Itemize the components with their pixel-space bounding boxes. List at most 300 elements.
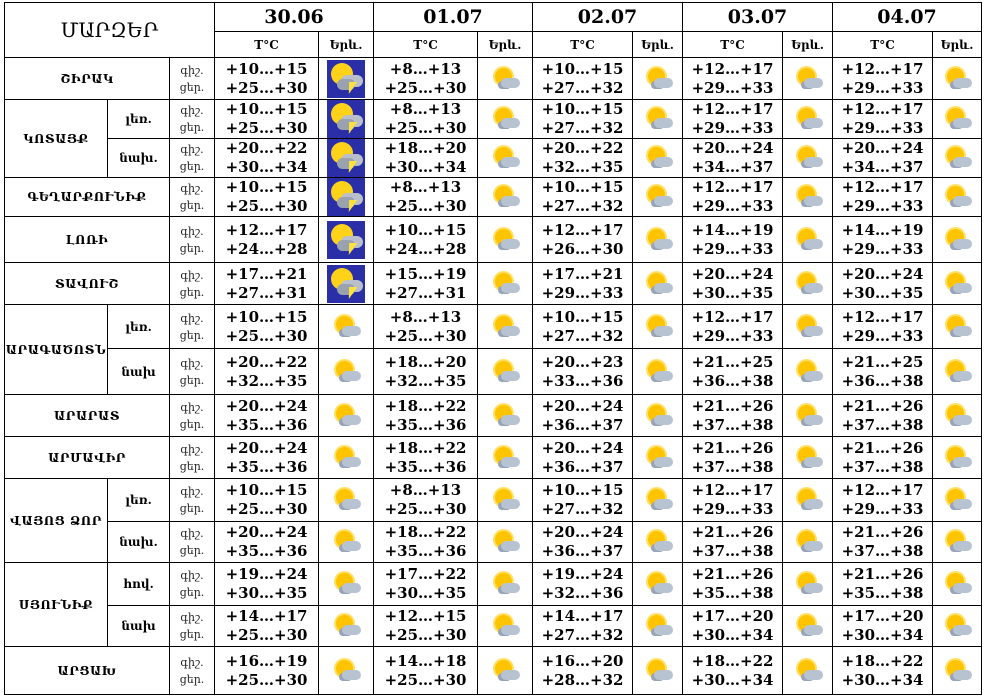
- temperature-cell: [833, 178, 933, 217]
- night-temp: +17…+20: [691, 607, 774, 625]
- weather-icon-cell: [633, 263, 683, 305]
- night-temp: +19…+24: [541, 565, 624, 583]
- region-name: ՏԱՎՈՒՇ: [5, 263, 170, 305]
- night-temp: +12…+17: [841, 178, 924, 196]
- night-temp: +20…+24: [841, 264, 924, 283]
- day-night-labels: [170, 305, 215, 349]
- day-temp: +27…+32: [541, 326, 624, 345]
- day-label: ցեր.: [179, 121, 205, 134]
- phen-col-header: Երև.: [783, 32, 833, 58]
- day-label: ցեր.: [179, 417, 205, 431]
- night-temp: +21…+26: [841, 523, 924, 541]
- night-temp: +20…+24: [541, 438, 624, 457]
- partly-cloudy-icon: [941, 572, 973, 596]
- partly-cloudy-icon: [489, 315, 521, 339]
- partly-cloudy-icon: [489, 107, 521, 131]
- weather-icon-cell: [633, 522, 683, 563]
- weather-icon-cell: [933, 349, 982, 395]
- temperature-cell: [374, 437, 478, 479]
- partly-cloudy-icon: [330, 488, 362, 512]
- night-label: գիշ.: [180, 527, 204, 540]
- partly-cloudy-icon: [941, 272, 973, 296]
- day-temp: +37…+38: [691, 415, 774, 434]
- day-label: ցեր.: [179, 502, 205, 515]
- day-night-labels: [170, 647, 215, 695]
- night-temp: +20…+23: [541, 352, 624, 371]
- weather-icon-cell: [933, 395, 982, 437]
- weather-icon-cell: [633, 563, 683, 606]
- day-temp: +30…+35: [691, 283, 774, 302]
- table-row: [5, 217, 982, 263]
- table-row: [5, 563, 982, 606]
- table-row: [5, 100, 982, 139]
- weather-icon-cell: [319, 437, 374, 479]
- temperature-cell: [215, 305, 319, 349]
- temperature-cell: [374, 479, 478, 522]
- night-temp: +18…+20: [384, 352, 467, 371]
- day-temp: +30…+34: [691, 626, 774, 644]
- partly-cloudy-icon: [642, 446, 674, 470]
- partly-cloudy-icon: [941, 67, 973, 91]
- temperature-cell: [833, 437, 933, 479]
- night-temp: +20…+24: [225, 438, 308, 457]
- day-temp: +34…+37: [841, 158, 924, 176]
- temperature-cell: [833, 139, 933, 178]
- partly-cloudy-icon: [642, 146, 674, 170]
- table-row: [5, 305, 982, 349]
- date-header: 01.07: [374, 3, 533, 32]
- night-temp: +21…+26: [841, 438, 924, 457]
- night-temp: +17…+21: [225, 264, 308, 283]
- temperature-cell: [374, 217, 478, 263]
- weather-icon-cell: [478, 349, 533, 395]
- day-night-labels: [170, 263, 215, 305]
- weather-icon-cell: [783, 217, 833, 263]
- night-temp: +12…+17: [691, 59, 774, 78]
- partly-cloudy-icon: [792, 272, 824, 296]
- day-temp: +36…+37: [541, 457, 624, 476]
- forecast-table: [4, 2, 982, 695]
- day-label: ցեր.: [179, 241, 205, 255]
- weather-icon-cell: [319, 522, 374, 563]
- temperature-cell: [683, 217, 783, 263]
- day-temp: +37…+38: [691, 542, 774, 560]
- night-temp: +18…+22: [841, 651, 924, 670]
- day-label: ցեր.: [179, 328, 205, 342]
- weather-icon-cell: [633, 395, 683, 437]
- weather-icon-cell: [933, 217, 982, 263]
- day-temp: +35…+36: [384, 457, 467, 476]
- partly-cloudy-icon: [489, 228, 521, 252]
- partly-cloudy-icon: [941, 614, 973, 638]
- night-temp: +10…+15: [225, 481, 308, 499]
- weather-icon-cell: [478, 563, 533, 606]
- partly-cloudy-icon: [489, 360, 521, 384]
- night-temp: +18…+22: [384, 396, 467, 415]
- weather-icon-cell: [319, 606, 374, 647]
- day-temp: +35…+36: [225, 542, 308, 560]
- day-label: ցեր.: [179, 373, 205, 387]
- date-header: 02.07: [533, 3, 683, 32]
- weather-icon-cell: [783, 606, 833, 647]
- phen-col-header: Երև.: [319, 32, 374, 58]
- night-temp: +10…+15: [225, 100, 308, 118]
- temperature-cell: [215, 606, 319, 647]
- partly-cloudy-icon: [642, 185, 674, 209]
- night-temp: +10…+15: [541, 100, 624, 118]
- day-label: ցեր.: [179, 544, 205, 557]
- night-label: գիշ.: [180, 485, 204, 498]
- day-temp: +30…+35: [384, 584, 467, 602]
- day-temp: +25…+30: [225, 500, 308, 518]
- night-temp: +12…+17: [841, 100, 924, 118]
- weather-icon-cell: [478, 395, 533, 437]
- temperature-cell: [374, 178, 478, 217]
- table-row: [5, 349, 982, 395]
- day-temp: +30…+34: [225, 158, 308, 176]
- night-temp: +21…+25: [841, 352, 924, 371]
- night-label: գիշ.: [180, 182, 204, 195]
- night-temp: +14…+19: [691, 220, 774, 239]
- weather-icon-cell: [783, 437, 833, 479]
- temperature-cell: [683, 437, 783, 479]
- region-name: ԱՐԱՐԱՏ: [5, 395, 170, 437]
- night-temp: +12…+17: [541, 220, 624, 239]
- night-temp: +20…+24: [541, 523, 624, 541]
- day-temp: +29…+33: [841, 500, 924, 518]
- night-temp: +8…+13: [389, 307, 462, 326]
- partly-cloudy-icon: [792, 446, 824, 470]
- temperature-cell: [215, 217, 319, 263]
- weather-icon-cell: [478, 305, 533, 349]
- partly-cloudy-icon: [792, 572, 824, 596]
- partly-cloudy-icon: [642, 228, 674, 252]
- weather-icon-cell: [783, 178, 833, 217]
- day-temp: +26…+30: [541, 239, 624, 258]
- day-label: ցեր.: [179, 285, 205, 299]
- weather-icon-cell: [933, 647, 982, 695]
- day-temp: +35…+36: [225, 415, 308, 434]
- night-temp: +20…+24: [841, 139, 924, 157]
- night-temp: +20…+22: [225, 352, 308, 371]
- subregion-name: լեռ.: [108, 100, 170, 139]
- weather-icon-cell: [783, 522, 833, 563]
- partly-cloudy-icon: [941, 530, 973, 554]
- day-temp: +25…+30: [384, 626, 467, 644]
- partly-cloudy-icon: [489, 530, 521, 554]
- weather-icon-cell: [783, 58, 833, 100]
- weather-icon-cell: [478, 606, 533, 647]
- day-temp: +30…+34: [691, 670, 774, 689]
- day-temp: +25…+30: [225, 626, 308, 644]
- weather-icon-cell: [478, 437, 533, 479]
- weather-icon-cell: [783, 479, 833, 522]
- thunderstorm-icon: [327, 265, 365, 303]
- day-temp: +25…+30: [225, 197, 308, 215]
- weather-icon-cell: [319, 139, 374, 178]
- temperature-cell: [683, 349, 783, 395]
- partly-cloudy-icon: [330, 360, 362, 384]
- day-temp: +25…+30: [225, 78, 308, 97]
- day-night-labels: [170, 522, 215, 563]
- temperature-cell: [833, 563, 933, 606]
- weather-icon-cell: [319, 178, 374, 217]
- partly-cloudy-icon: [941, 315, 973, 339]
- weather-icon-cell: [783, 100, 833, 139]
- partly-cloudy-icon: [489, 659, 521, 683]
- night-temp: +21…+26: [841, 565, 924, 583]
- day-temp: +28…+32: [541, 670, 624, 689]
- day-temp: +29…+33: [691, 239, 774, 258]
- weather-icon-cell: [783, 305, 833, 349]
- night-temp: +16…+19: [225, 651, 308, 670]
- temperature-cell: [683, 522, 783, 563]
- partly-cloudy-icon: [642, 315, 674, 339]
- night-label: գիշ.: [180, 569, 204, 582]
- night-label: գիշ.: [180, 224, 204, 238]
- temperature-cell: [374, 58, 478, 100]
- weather-icon-cell: [633, 217, 683, 263]
- weather-icon-cell: [478, 479, 533, 522]
- day-temp: +37…+38: [691, 457, 774, 476]
- day-temp: +36…+38: [691, 371, 774, 390]
- partly-cloudy-icon: [792, 67, 824, 91]
- day-night-labels: [170, 437, 215, 479]
- temperature-cell: [683, 178, 783, 217]
- temperature-cell: [683, 395, 783, 437]
- temperature-cell: [833, 305, 933, 349]
- temperature-cell: [683, 263, 783, 305]
- table-row: [5, 395, 982, 437]
- night-temp: +12…+15: [384, 607, 467, 625]
- partly-cloudy-icon: [489, 67, 521, 91]
- temperature-cell: [533, 263, 633, 305]
- day-temp: +25…+30: [384, 119, 467, 137]
- thunderstorm-icon: [327, 221, 365, 259]
- night-temp: +8…+13: [389, 481, 462, 499]
- night-temp: +20…+24: [225, 523, 308, 541]
- night-temp: +20…+22: [225, 139, 308, 157]
- partly-cloudy-icon: [489, 488, 521, 512]
- temperature-cell: [374, 522, 478, 563]
- weather-icon-cell: [783, 395, 833, 437]
- temperature-cell: [833, 479, 933, 522]
- temperature-cell: [533, 647, 633, 695]
- night-temp: +18…+22: [691, 651, 774, 670]
- weather-icon-cell: [319, 349, 374, 395]
- weather-icon-cell: [633, 349, 683, 395]
- thunderstorm-icon: [327, 60, 365, 98]
- day-temp: +25…+30: [384, 78, 467, 97]
- night-temp: +12…+17: [841, 59, 924, 78]
- temperature-cell: [533, 395, 633, 437]
- night-temp: +12…+17: [841, 307, 924, 326]
- night-label: գիշ.: [180, 104, 204, 117]
- partly-cloudy-icon: [642, 272, 674, 296]
- day-temp: +30…+34: [841, 626, 924, 644]
- thunderstorm-icon: [327, 100, 365, 138]
- temperature-cell: [833, 395, 933, 437]
- day-label: ցեր.: [179, 160, 205, 173]
- temperature-cell: [374, 305, 478, 349]
- partly-cloudy-icon: [792, 404, 824, 428]
- partly-cloudy-icon: [941, 228, 973, 252]
- weather-icon-cell: [319, 563, 374, 606]
- date-header: 30.06: [215, 3, 374, 32]
- day-temp: +34…+37: [691, 158, 774, 176]
- night-label: գիշ.: [180, 268, 204, 282]
- day-label: ցեր.: [179, 459, 205, 473]
- night-temp: +18…+22: [384, 438, 467, 457]
- night-temp: +10…+15: [541, 59, 624, 78]
- night-temp: +20…+24: [541, 396, 624, 415]
- table-row: [5, 263, 982, 305]
- temperature-cell: [215, 139, 319, 178]
- temperature-cell: [374, 263, 478, 305]
- temperature-cell: [833, 217, 933, 263]
- partly-cloudy-icon: [941, 488, 973, 512]
- temperature-cell: [683, 606, 783, 647]
- day-temp: +35…+36: [384, 415, 467, 434]
- temperature-cell: [374, 606, 478, 647]
- night-temp: +16…+20: [541, 651, 624, 670]
- day-temp: +29…+33: [691, 500, 774, 518]
- night-temp: +12…+17: [691, 178, 774, 196]
- partly-cloudy-icon: [941, 659, 973, 683]
- day-label: ցեր.: [179, 199, 205, 212]
- region-name: ՇԻՐԱԿ: [5, 58, 170, 100]
- partly-cloudy-icon: [792, 315, 824, 339]
- night-label: գիշ.: [180, 63, 204, 77]
- temperature-cell: [533, 58, 633, 100]
- night-temp: +10…+15: [541, 307, 624, 326]
- night-temp: +15…+19: [384, 264, 467, 283]
- day-label: ցեր.: [179, 80, 205, 94]
- day-temp: +37…+38: [841, 542, 924, 560]
- night-temp: +10…+15: [225, 307, 308, 326]
- temperature-cell: [533, 349, 633, 395]
- weather-icon-cell: [478, 522, 533, 563]
- day-temp: +29…+33: [841, 78, 924, 97]
- weather-icon-cell: [633, 437, 683, 479]
- day-temp: +36…+38: [841, 371, 924, 390]
- day-temp: +25…+30: [225, 326, 308, 345]
- night-temp: +14…+19: [841, 220, 924, 239]
- day-temp: +27…+32: [541, 78, 624, 97]
- partly-cloudy-icon: [642, 614, 674, 638]
- night-label: գիշ.: [180, 356, 204, 370]
- partly-cloudy-icon: [642, 488, 674, 512]
- regions-header: ՄԱՐԶԵՐ: [5, 3, 215, 58]
- temperature-cell: [833, 349, 933, 395]
- partly-cloudy-icon: [642, 659, 674, 683]
- weather-icon-cell: [633, 139, 683, 178]
- weather-icon-cell: [478, 139, 533, 178]
- weather-icon-cell: [319, 58, 374, 100]
- partly-cloudy-icon: [489, 272, 521, 296]
- partly-cloudy-icon: [941, 185, 973, 209]
- day-temp: +27…+32: [541, 197, 624, 215]
- subregion-name: նախ.: [108, 139, 170, 178]
- weather-icon-cell: [633, 100, 683, 139]
- weather-icon-cell: [783, 139, 833, 178]
- night-temp: +18…+22: [384, 523, 467, 541]
- temperature-cell: [374, 349, 478, 395]
- partly-cloudy-icon: [642, 404, 674, 428]
- day-temp: +29…+33: [841, 119, 924, 137]
- day-temp: +35…+38: [691, 584, 774, 602]
- temperature-cell: [374, 647, 478, 695]
- partly-cloudy-icon: [642, 360, 674, 384]
- day-night-labels: [170, 139, 215, 178]
- day-night-labels: [170, 349, 215, 395]
- weather-icon-cell: [633, 606, 683, 647]
- temperature-cell: [215, 479, 319, 522]
- day-temp: +25…+30: [225, 119, 308, 137]
- day-temp: +37…+38: [841, 415, 924, 434]
- night-temp: +8…+13: [389, 59, 462, 78]
- temperature-cell: [215, 563, 319, 606]
- weather-icon-cell: [933, 139, 982, 178]
- phen-col-header: Երև.: [933, 32, 982, 58]
- region-name: ԱՐԱԳԱԾՈՏՆ: [5, 305, 108, 395]
- partly-cloudy-icon: [489, 185, 521, 209]
- temperature-cell: [533, 606, 633, 647]
- weather-icon-cell: [783, 647, 833, 695]
- day-temp: +27…+32: [541, 119, 624, 137]
- day-temp: +30…+35: [841, 283, 924, 302]
- day-night-labels: [170, 100, 215, 139]
- day-temp: +36…+37: [541, 542, 624, 560]
- table-row: [5, 178, 982, 217]
- night-temp: +10…+15: [541, 481, 624, 499]
- day-night-labels: [170, 217, 215, 263]
- thunderstorm-icon: [327, 178, 365, 216]
- day-temp: +24…+28: [384, 239, 467, 258]
- day-temp: +35…+36: [225, 457, 308, 476]
- weather-icon-cell: [319, 263, 374, 305]
- partly-cloudy-icon: [792, 614, 824, 638]
- region-name: ՍՅՈՒՆԻՔ: [5, 563, 108, 647]
- weather-icon-cell: [933, 178, 982, 217]
- temperature-cell: [533, 563, 633, 606]
- day-temp: +30…+34: [384, 158, 467, 176]
- day-temp: +29…+33: [841, 197, 924, 215]
- region-name: ԱՐՑԱԽ: [5, 647, 170, 695]
- day-temp: +27…+31: [384, 283, 467, 302]
- subregion-name: նախ: [108, 349, 170, 395]
- weather-icon-cell: [633, 178, 683, 217]
- temperature-cell: [683, 58, 783, 100]
- day-temp: +35…+38: [841, 584, 924, 602]
- day-night-labels: [170, 178, 215, 217]
- table-row: [5, 479, 982, 522]
- temperature-cell: [533, 178, 633, 217]
- partly-cloudy-icon: [792, 185, 824, 209]
- night-temp: +14…+17: [541, 607, 624, 625]
- region-name: ԳԵՂԱՐՔՈՒՆԻՔ: [5, 178, 170, 217]
- day-temp: +32…+36: [541, 584, 624, 602]
- weather-icon-cell: [478, 263, 533, 305]
- night-label: գիշ.: [180, 611, 204, 624]
- subregion-name: հով.: [108, 563, 170, 606]
- day-label: ցեր.: [179, 586, 205, 599]
- temperature-cell: [215, 263, 319, 305]
- night-label: գիշ.: [180, 400, 204, 414]
- day-temp: +29…+33: [691, 78, 774, 97]
- weather-icon-cell: [478, 100, 533, 139]
- night-temp: +20…+24: [691, 139, 774, 157]
